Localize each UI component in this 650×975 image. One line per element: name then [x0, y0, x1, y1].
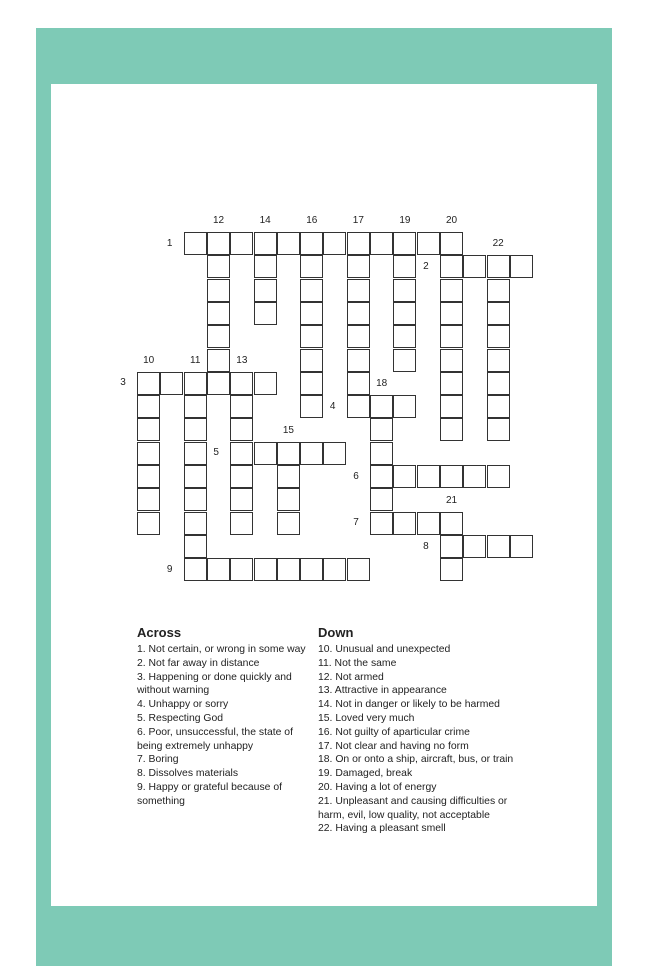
down-clue: 22. Having a pleasant smell	[318, 823, 446, 835]
down-clue: 14. Not in danger or likely to be harmed	[318, 699, 500, 711]
clue-number: 3	[120, 377, 126, 389]
down-clues	[318, 625, 514, 836]
clue-number: 1	[166, 237, 173, 249]
clue-number: 6	[353, 470, 359, 482]
clue-number: 10	[143, 354, 155, 366]
across-clues	[137, 625, 307, 809]
clue-number: 13	[236, 354, 248, 366]
down-clue: 11. Not the same	[318, 657, 397, 669]
down-clue-list	[318, 643, 514, 836]
across-clue: 5. Respecting God	[137, 712, 224, 724]
clue-number: 18	[376, 378, 388, 390]
clue-number: 22	[492, 238, 504, 250]
down-clue: 10. Unusual and unexpected	[318, 644, 451, 655]
down-heading: Down	[318, 625, 354, 640]
across-clue: 8. Dissolves materials	[137, 768, 239, 780]
across-clue-list	[137, 643, 307, 809]
clue-number: 9	[166, 563, 173, 575]
down-clue: 19. Damaged, break	[318, 768, 413, 780]
down-clue: 12. Not armed	[318, 671, 384, 683]
down-clue: 17. Not clear and having no form	[318, 740, 469, 752]
across-heading: Across	[137, 625, 182, 640]
clue-number: 11	[190, 354, 201, 366]
across-clue: 6. Poor, unsuccessful, the state of being extremely unhappy	[137, 726, 293, 752]
down-clue: 20. Having a lot of energy	[318, 781, 437, 793]
down-clue: 15. Loved very much	[318, 712, 415, 724]
clue-number: 12	[212, 215, 225, 226]
across-clue: 1. Not certain, or wrong in some way	[137, 644, 306, 655]
clue-number: 21	[445, 494, 458, 506]
across-clue: 4. Unhappy or sorry	[137, 699, 229, 711]
clue-number: 19	[399, 215, 411, 226]
clue-number: 20	[445, 215, 458, 226]
down-clue: 21. Unpleasant and causing difficulties or harm, evil, low quality, not acceptable	[318, 795, 508, 821]
down-clue: 18. On or onto a ship, aircraft, bus, or train	[318, 754, 514, 766]
clue-number: 16	[306, 215, 318, 226]
down-clue: 16. Not guilty of aparticular crime	[318, 726, 470, 738]
clue-number: 4	[329, 400, 336, 412]
across-clue: 3. Happening or done quickly and without warning	[137, 671, 292, 697]
clue-number: 15	[282, 424, 294, 436]
across-clue: 2. Not far away in distance	[137, 657, 260, 669]
clue-number: 5	[213, 447, 219, 459]
across-clue: 7. Boring	[137, 754, 179, 766]
across-clue: 9. Happy or grateful because of something	[137, 781, 282, 807]
clue-number: 8	[423, 540, 429, 552]
clue-number: 17	[352, 215, 364, 226]
clue-number: 2	[423, 260, 429, 272]
down-clue: 13. Attractive in appearance	[318, 685, 447, 697]
clue-number: 7	[353, 517, 359, 529]
clue-number: 14	[259, 215, 271, 226]
